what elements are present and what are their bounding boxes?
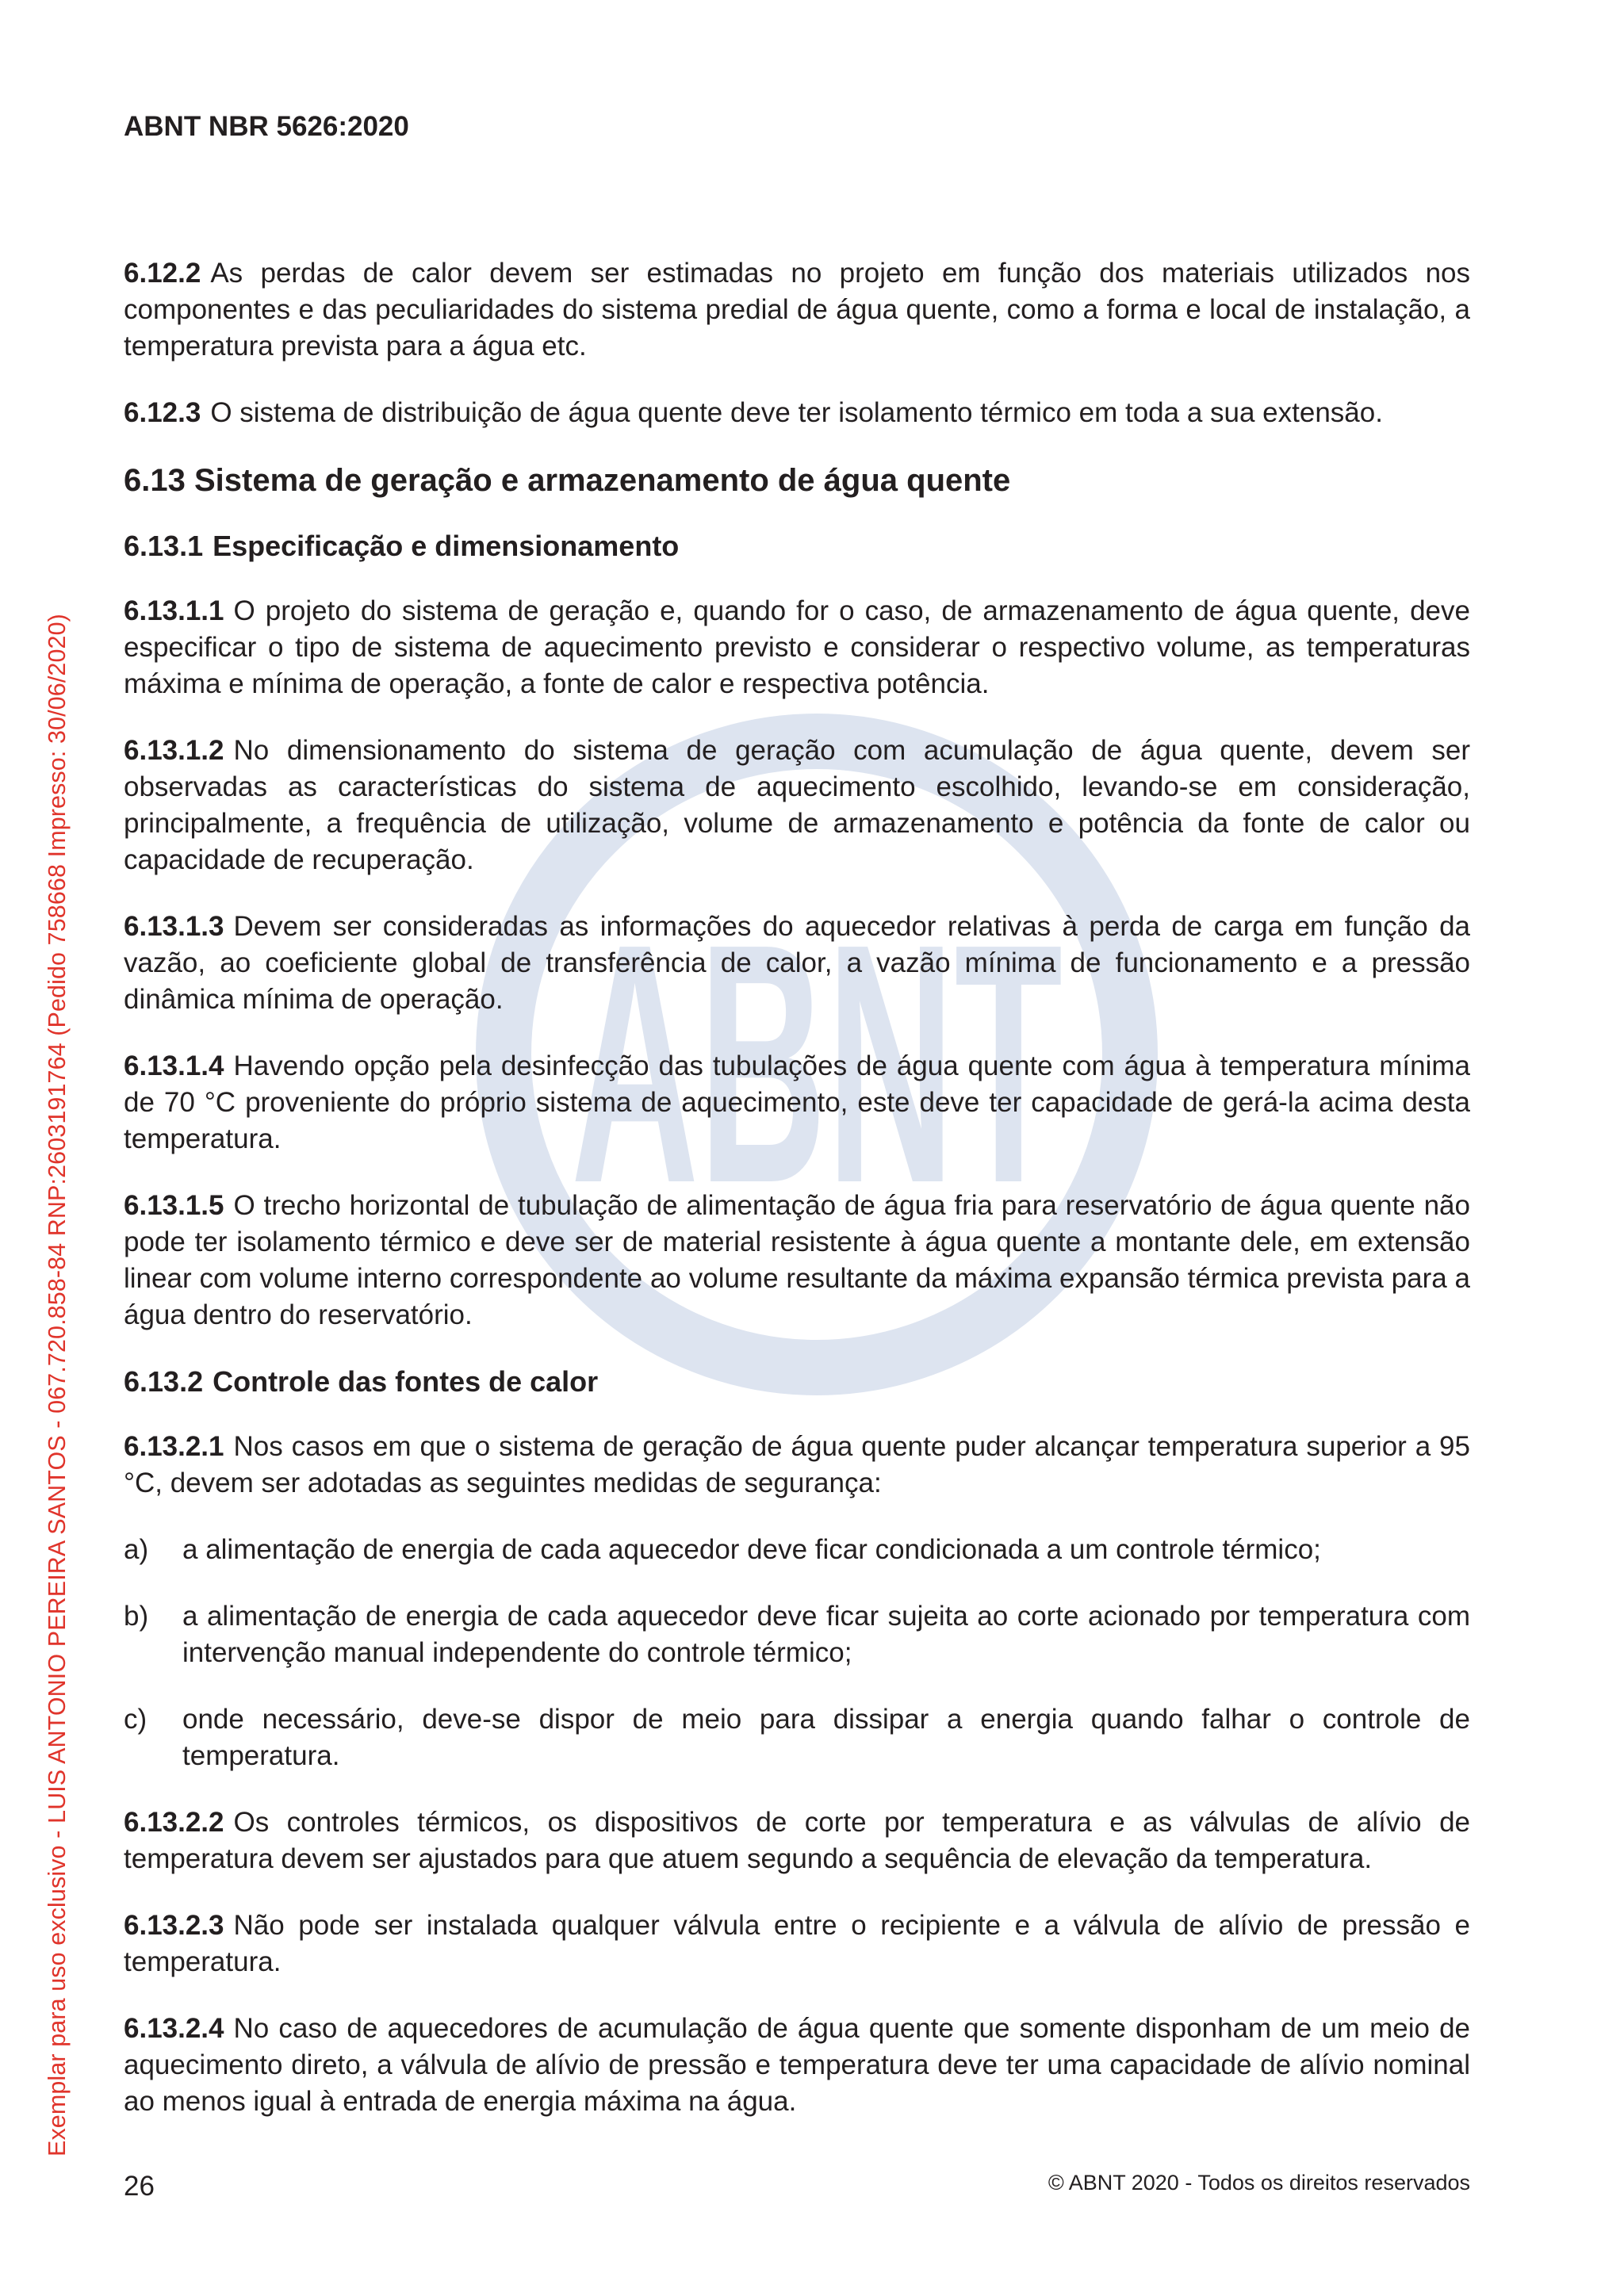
clause-number: 6.13.1.2 (124, 735, 224, 766)
clause-number: 6.13.1.3 (124, 911, 224, 942)
list-text: onde necessário, deve-se dispor de meio para dissipar a energia quando falhar o controle de temperatura. (182, 1704, 1470, 1771)
list-item (124, 1532, 1470, 1568)
clause-6-13-2-4 (124, 2011, 1470, 2120)
subsection-title: Especificação e dimensionamento (213, 530, 680, 562)
clause-6-13-1-1 (124, 593, 1470, 702)
page-number: 26 (124, 2171, 155, 2202)
clause-text: As perdas de calor devem ser estimadas no projeto em função dos materiais utilizados nos componentes e das peculiaridades do sistema predial de água quente, como a forma e local de instalação, a temperatura prevista para a água etc. (124, 258, 1470, 362)
subsection-title: Controle das fontes de calor (213, 1365, 599, 1398)
clause-6-13-1-5 (124, 1188, 1470, 1334)
watermark-logo-text: ABNT (571, 874, 1063, 1254)
subsection-heading-6-13-1 (124, 528, 1470, 564)
clause-6-12-3 (124, 395, 1470, 431)
clause-text: O trecho horizontal de tubulação de alimentação de água fria para reservatório de água quente não pode ter isolamento térmico e deve ser de material resistente à água quente a montante dele, em extensão linear com volume interno correspondente ao volume resultante da máxima expansão térmica prevista para a água dentro do reservatório. (124, 1190, 1470, 1330)
clause-6-12-2 (124, 255, 1470, 365)
clause-number: 6.13.1.1 (124, 595, 224, 626)
clause-6-13-1-2 (124, 733, 1470, 878)
subsection-heading-6-13-2 (124, 1364, 1470, 1400)
list-text: a alimentação de energia de cada aquecedor deve ficar condicionada a um controle térmico; (182, 1534, 1321, 1565)
clause-number: 6.12.2 (124, 258, 201, 289)
clause-6-13-2-2 (124, 1804, 1470, 1877)
license-stamp: Exemplar para uso exclusivo - LUIS ANTONIO PEREIRA SANTOS - 067.720.858-84 RNP:2603191764 (Pedido 758668 Impresso: 30/06/2020) (44, 614, 71, 2156)
clause-text: Nos casos em que o sistema de geração de água quente puder alcançar temperatura superior a 95 °C, devem ser adotadas as seguintes medidas de segurança: (124, 1431, 1470, 1498)
clause-number: 6.12.3 (124, 397, 201, 428)
clause-6-13-2-3 (124, 1908, 1470, 1980)
list-text: a alimentação de energia de cada aquecedor deve ficar sujeita ao corte acionado por temperatura com intervenção manual independente do controle térmico; (182, 1601, 1470, 1668)
list-marker: a) (124, 1534, 149, 1565)
section-heading-6-13 (124, 461, 1470, 499)
list-item (124, 1598, 1470, 1671)
list-marker: b) (124, 1601, 149, 1632)
clause-6-13-1-4 (124, 1048, 1470, 1158)
clause-text: O projeto do sistema de geração e, quando for o caso, de armazenamento de água quente, deve especificar o tipo de sistema de aquecimento previsto e considerar o respectivo volume, as temperaturas máxima e mínima de operação, a fonte de calor e respectiva potência. (124, 595, 1470, 699)
clause-text: Não pode ser instalada qualquer válvula entre o recipiente e a válvula de alívio de pressão e temperatura. (124, 1910, 1470, 1977)
clause-6-13-2-1 (124, 1429, 1470, 1502)
list-item (124, 1701, 1470, 1774)
subsection-number: 6.13.1 (124, 530, 204, 562)
section-title: Sistema de geração e armazenamento de água quente (193, 463, 1011, 498)
clause-text: O sistema de distribuição de água quente deve ter isolamento térmico em toda a sua extensão. (210, 397, 1383, 428)
clause-number: 6.13.2.3 (124, 1910, 224, 1941)
standard-header: ABNT NBR 5626:2020 (124, 111, 409, 142)
clause-text: Havendo opção pela desinfecção das tubulações de água quente com água à temperatura mínima de 70 °C proveniente do próprio sistema de aquecimento, este deve ter capacidade de gerá-la acima desta temperatura. (124, 1050, 1470, 1154)
clause-text: No caso de aquecedores de acumulação de água quente que somente disponham de um meio de aquecimento direto, a válvula de alívio de pressão e temperatura deve ter uma capacidade de alívio nominal ao menos igual à entrada de energia máxima na água. (124, 2013, 1470, 2117)
clause-text: Devem ser consideradas as informações do aquecedor relativas à perda de carga em função da vazão, ao coeficiente global de transferência de calor, a vazão mínima de funcionamento e a pressão dinâmica mínima de operação. (124, 911, 1470, 1015)
section-number: 6.13 (124, 463, 186, 498)
clause-number: 6.13.1.5 (124, 1190, 224, 1221)
clause-number: 6.13.2.1 (124, 1431, 224, 1462)
copyright-notice: © ABNT 2020 - Todos os direitos reservados (1048, 2171, 1470, 2195)
document-body (124, 255, 1470, 2150)
clause-number: 6.13.2.2 (124, 1807, 224, 1838)
list-marker: c) (124, 1704, 147, 1735)
clause-text: No dimensionamento do sistema de geração com acumulação de água quente, devem ser observadas as características do sistema de aquecimento escolhido, levando-se em consideração, principalmente, a frequência de utilização, volume de armazenamento e potência da fonte de calor ou capacidade de recuperação. (124, 735, 1470, 875)
clause-6-13-1-3 (124, 909, 1470, 1018)
subsection-number: 6.13.2 (124, 1365, 204, 1398)
clause-number: 6.13.2.4 (124, 2013, 224, 2044)
clause-text: Os controles térmicos, os dispositivos de corte por temperatura e as válvulas de alívio de temperatura devem ser ajustados para que atuem segundo a sequência de elevação da temperatura. (124, 1807, 1470, 1874)
clause-number: 6.13.1.4 (124, 1050, 224, 1081)
